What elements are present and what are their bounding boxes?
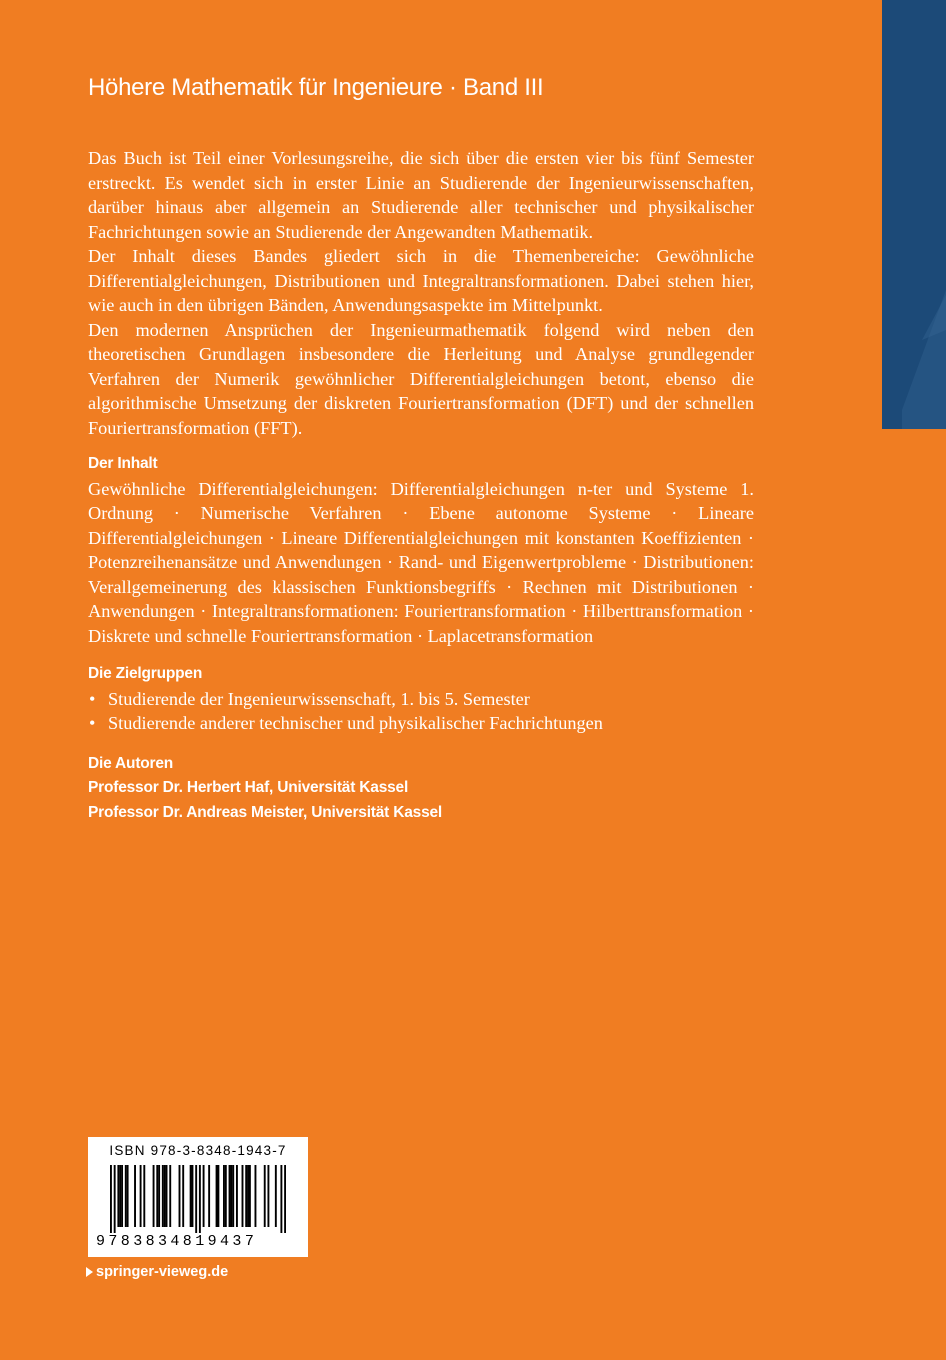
isbn-label: ISBN 978-3-8348-1943-7 <box>109 1143 287 1158</box>
barcode-bar <box>143 1165 145 1227</box>
barcode-bar <box>275 1165 277 1227</box>
barcode-bar <box>195 1165 197 1233</box>
series-title: Höhere Mathematik für Ingenieure · Band III <box>88 74 544 101</box>
barcode-bar <box>179 1165 181 1227</box>
arrow-right-icon <box>86 1267 93 1277</box>
barcode-bar <box>230 1165 232 1227</box>
barcode-bar <box>203 1165 205 1227</box>
author-line: Professor Dr. Andreas Meister, Universität Kassel <box>88 803 443 821</box>
barcode-bar <box>284 1165 286 1233</box>
barcode-bar <box>114 1165 116 1233</box>
barcode-bar <box>223 1165 225 1227</box>
barcode-bar <box>267 1165 269 1227</box>
barcode-bar <box>125 1165 127 1227</box>
description-paragraph: Den modernen Ansprüchen der Ingenieurmathematik folgend wird neben den theoretischen Grundlagen insbesondere die Herleitung und Analyse grundlegender Verfahren der Numerik gewöhnlicher Differentialgleichungen betont, ebenso die algorithmische Umsetzung der diskreten Fouriertransformation (DFT) und der schnellen Fouriertransformation (FFT). <box>88 319 754 438</box>
barcode-bar <box>153 1165 155 1227</box>
band-graphic <box>882 0 946 429</box>
barcode-bar <box>117 1165 119 1227</box>
barcode-bar <box>182 1165 184 1227</box>
ean-digits: 9783834819437 <box>96 1233 258 1250</box>
barcode-bar <box>208 1165 210 1227</box>
barcode-bar <box>127 1165 129 1227</box>
barcode-bar <box>121 1165 123 1227</box>
barcode-bar <box>199 1165 201 1233</box>
authors-heading: Die Autoren <box>88 754 174 772</box>
target-groups-heading: Die Zielgruppen <box>88 665 203 682</box>
barcode-bar <box>217 1165 219 1227</box>
barcode-bar <box>225 1165 227 1227</box>
barcode-bar <box>110 1165 112 1233</box>
barcode-bar <box>249 1165 251 1227</box>
barcode-bar <box>255 1165 257 1227</box>
description-paragraph: Das Buch ist Teil einer Vorlesungsreihe, die sich über die ersten vier bis fünf Semester erstreckt. Es wendet sich in erster Linie an Studierende der Ingenieurwissenschaften, darüber hinaus aber allgemein an Studierende aller technischer und physikalischer Fachrichtungen sowie an Studierende der Angewandten Mathematik. <box>88 148 754 242</box>
barcode-bar <box>229 1165 231 1227</box>
barcode-bar <box>280 1165 282 1233</box>
barcode-bar <box>236 1165 238 1227</box>
barcode-box <box>88 1137 308 1257</box>
publisher-link[interactable] <box>86 1264 228 1280</box>
barcode-bar <box>245 1165 247 1227</box>
barcode-bar <box>232 1165 234 1227</box>
contents-heading: Der Inhalt <box>88 455 158 472</box>
list-item: • Studierende der Ingenieurwissenschaft, 1. bis 5. Semester <box>88 687 754 712</box>
barcode-bar <box>164 1165 166 1227</box>
barcode-bar <box>216 1165 218 1227</box>
publisher-url: springer-vieweg.de <box>96 1264 229 1280</box>
barcode-bar <box>264 1165 266 1227</box>
spine-accent-band <box>882 0 946 429</box>
contents-text: Gewöhnliche Differentialgleichungen: Differentialgleichungen n-ter und Systeme 1. Ordnung · Numerische Verfahren · Ebene autonome Systeme · Lineare Differentialgleichungen · Lineare Differentialgleichungen mit konstanten Koeffizienten · Potenzreihenansätze und Anwendungen · Rand- und Eigenwertprobleme · Distributionen: Verallgemeinerung des klassischen Funktionsbegriffs · Rechnen mit Distributionen · Anwendungen · Integraltransformationen: Fouriertransformation · Hilberttransformation · Diskrete und schnelle Fouriertransformation · Laplacetransformation <box>88 478 754 646</box>
list-item: • Studierende anderer technischer und physikalischer Fachrichtungen <box>88 711 754 736</box>
barcode-bar <box>162 1165 164 1227</box>
back-cover-text <box>88 146 754 825</box>
barcode-bar <box>169 1165 171 1227</box>
barcode-icon <box>110 1165 286 1233</box>
barcode-bar <box>134 1165 136 1227</box>
barcode-bar <box>242 1165 244 1227</box>
author-line: Professor Dr. Herbert Haf, Universität Kassel <box>88 779 409 796</box>
barcode-bar <box>166 1165 168 1227</box>
description-paragraph: Der Inhalt dieses Bandes gliedert sich in die Themenbereiche: Gewöhnliche Differentialgleichungen, Distributionen und Integraltransformationen. Dabei stehen hier, wie auch in den übrigen Bänden, Anwendungsaspekte im Mittelpunkt. <box>88 246 754 315</box>
barcode-bar <box>247 1165 249 1227</box>
barcode-bar <box>140 1165 142 1227</box>
barcode-bar <box>156 1165 158 1227</box>
barcode-bar <box>190 1165 192 1227</box>
barcode-bar <box>158 1165 160 1227</box>
target-groups-list <box>88 687 754 736</box>
barcode-bar <box>119 1165 121 1227</box>
barcode-bar <box>192 1165 194 1227</box>
